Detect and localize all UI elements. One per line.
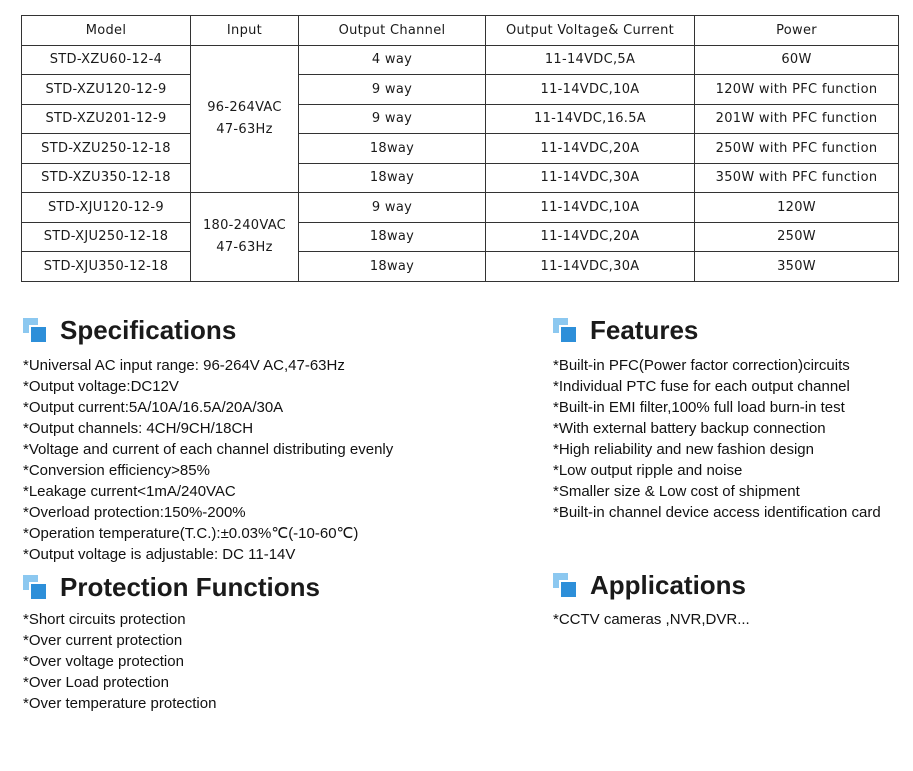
model-cell: STD-XZU250-12-18 <box>22 134 191 164</box>
table-row <box>22 45 899 75</box>
model-cell: STD-XZU201-12-9 <box>22 104 191 134</box>
square-stack-icon <box>23 318 47 342</box>
list-item: *Output voltage:DC12V <box>23 378 179 395</box>
list-item: *Over voltage protection <box>23 653 184 670</box>
output-cell: 11-14VDC,16.5A <box>486 104 695 134</box>
list-item: *High reliability and new fashion design <box>553 441 814 458</box>
table-row <box>22 75 899 105</box>
input-cell <box>191 45 299 193</box>
power-cell: 350W <box>695 252 899 282</box>
power-cell: 250W with PFC function <box>695 134 899 164</box>
model-cell: STD-XJU350-12-18 <box>22 252 191 282</box>
square-stack-icon <box>553 573 577 597</box>
channel-cell: 18way <box>299 134 486 164</box>
list-item: *Smaller size & Low cost of shipment <box>553 483 800 500</box>
section-header <box>23 315 393 345</box>
input-cell <box>191 193 299 282</box>
square-stack-icon <box>553 318 577 342</box>
specifications-list <box>23 355 393 565</box>
list-item: *Output voltage is adjustable: DC 11-14V <box>23 546 296 563</box>
channel-cell: 18way <box>299 222 486 252</box>
input-frequency: 47-63Hz <box>216 239 273 255</box>
list-item: *Voltage and current of each channel distributing evenly <box>23 441 394 458</box>
header-output-channel: Output Channel <box>299 16 486 46</box>
section-title: Applications <box>590 570 747 600</box>
table-row <box>22 104 899 134</box>
protection-list <box>23 609 320 714</box>
applications-section <box>553 570 750 630</box>
section-title: Protection Functions <box>60 572 320 602</box>
list-item: *With external battery backup connection <box>553 420 826 437</box>
list-item: *Over Load protection <box>23 674 169 691</box>
output-cell: 11-14VDC,20A <box>486 222 695 252</box>
output-cell: 11-14VDC,5A <box>486 45 695 75</box>
list-item: *Low output ripple and noise <box>553 462 743 479</box>
applications-list <box>553 609 750 630</box>
specifications-section <box>23 315 393 565</box>
section-header <box>553 570 750 600</box>
header-model: Model <box>22 16 191 46</box>
table-row <box>22 222 899 252</box>
list-item: *Conversion efficiency>85% <box>23 462 210 479</box>
model-cell: STD-XZU60-12-4 <box>22 45 191 75</box>
table-row <box>22 134 899 164</box>
list-item: *Built-in PFC(Power factor correction)circuits <box>553 357 850 374</box>
protection-section <box>23 572 320 714</box>
list-item: *Over temperature protection <box>23 695 217 712</box>
model-cell: STD-XJU250-12-18 <box>22 222 191 252</box>
list-item: *Built-in channel device access identification card <box>553 504 881 521</box>
section-title: Specifications <box>60 315 237 345</box>
output-cell: 11-14VDC,10A <box>486 75 695 105</box>
power-cell: 120W <box>695 193 899 223</box>
list-item: *Over current protection <box>23 632 183 649</box>
header-output-voltage-current: Output Voltage& Current <box>486 16 695 46</box>
section-title: Features <box>590 315 699 345</box>
model-cell: STD-XZU350-12-18 <box>22 163 191 193</box>
input-voltage: 180-240VAC <box>202 217 287 233</box>
list-item: *CCTV cameras ,NVR,DVR... <box>553 611 750 628</box>
model-cell: STD-XZU120-12-9 <box>22 75 191 105</box>
list-item: *Leakage current<1mA/240VAC <box>23 483 236 500</box>
section-header <box>553 315 881 345</box>
output-cell: 11-14VDC,20A <box>486 134 695 164</box>
list-item: *Individual PTC fuse for each output channel <box>553 378 850 395</box>
power-cell: 120W with PFC function <box>695 75 899 105</box>
input-voltage: 96-264VAC <box>207 99 282 115</box>
power-cell: 60W <box>695 45 899 75</box>
channel-cell: 9 way <box>299 104 486 134</box>
features-list <box>553 355 881 523</box>
channel-cell: 18way <box>299 252 486 282</box>
table-row <box>22 252 899 282</box>
features-section <box>553 315 881 523</box>
spec-table <box>21 15 899 282</box>
list-item: *Output current:5A/10A/16.5A/20A/30A <box>23 399 284 416</box>
list-item: *Short circuits protection <box>23 611 186 628</box>
model-cell: STD-XJU120-12-9 <box>22 193 191 223</box>
channel-cell: 9 way <box>299 193 486 223</box>
list-item: *Built-in EMI filter,100% full load burn-in test <box>553 399 845 416</box>
output-cell: 11-14VDC,30A <box>486 252 695 282</box>
power-cell: 350W with PFC function <box>695 163 899 193</box>
table-row <box>22 163 899 193</box>
channel-cell: 18way <box>299 163 486 193</box>
output-cell: 11-14VDC,10A <box>486 193 695 223</box>
power-cell: 250W <box>695 222 899 252</box>
input-frequency: 47-63Hz <box>216 121 273 137</box>
channel-cell: 9 way <box>299 75 486 105</box>
list-item: *Operation temperature(T.C.):±0.03%℃(-10-60℃) <box>23 525 359 542</box>
list-item: *Overload protection:150%-200% <box>23 504 246 521</box>
channel-cell: 4 way <box>299 45 486 75</box>
power-cell: 201W with PFC function <box>695 104 899 134</box>
header-input: Input <box>191 16 299 46</box>
list-item: *Universal AC input range: 96-264V AC,47-63Hz <box>23 357 345 374</box>
table-row <box>22 193 899 223</box>
square-stack-icon <box>23 575 47 599</box>
header-power: Power <box>695 16 899 46</box>
table-header-row <box>22 16 899 46</box>
list-item: *Output channels: 4CH/9CH/18CH <box>23 420 254 437</box>
section-header <box>23 572 320 602</box>
output-cell: 11-14VDC,30A <box>486 163 695 193</box>
